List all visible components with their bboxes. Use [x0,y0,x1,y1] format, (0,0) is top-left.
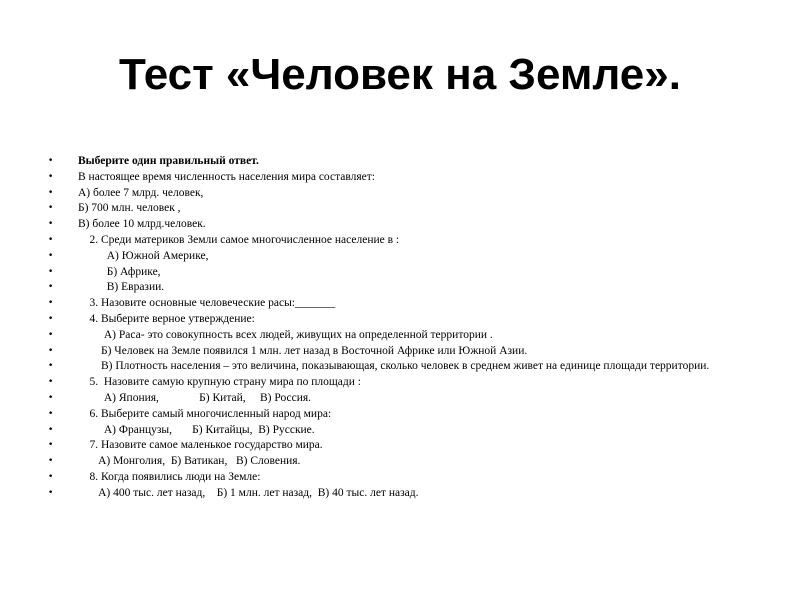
answer-text: Б) Африке, [78,265,161,278]
answer-text: В) Плотность населения – это величина, показывающая, сколько человек в среднем живет на единице площади территории. [78,360,710,373]
question-line [48,312,748,328]
answer-text: А) Монголия, Б) Ватикан, В) Словения. [78,455,301,468]
bullet-icon: • [48,345,54,356]
question-text: 7. Назовите самое маленькое государство мира. [78,439,323,452]
answer-line [48,201,748,217]
question-text: 6. Выберите самый многочисленный народ мира: [78,407,332,420]
bullet-icon: • [48,392,54,403]
slide-title: Тест «Человек на Земле». [119,50,681,99]
question-list [48,154,748,502]
question-text: 4. Выберите верное утверждение: [78,312,255,325]
question-line [48,438,748,454]
answer-line [48,391,748,407]
bullet-icon: • [48,487,54,498]
bullet-icon: • [48,456,54,467]
bullet-icon: • [48,171,54,182]
bullet-icon: • [48,361,54,372]
question-line [48,470,748,486]
question-text: 2. Среди материков Земли самое многочисленное население в : [78,233,400,246]
answer-text: А) Япония, Б) Китай, В) Россия. [78,391,312,404]
question-text: 8. Когда появились люди на Земле: [78,470,261,483]
bullet-icon: • [48,266,54,277]
bullet-icon: • [48,424,54,435]
answer-line [48,423,748,439]
bullet-icon: • [48,377,54,388]
answer-line [48,280,748,296]
answer-text: А) 400 тыс. лет назад, Б) 1 млн. лет назад, В) 40 тыс. лет назад. [78,486,419,499]
answer-text: В) Евразии. [78,281,165,294]
answer-line [48,454,748,470]
bullet-icon: • [48,250,54,261]
bullet-icon: • [48,329,54,340]
answer-text: А) Раса- это совокупность всех людей, живущих на определенной территории . [78,328,493,341]
bullet-icon: • [48,298,54,309]
bullet-icon: • [48,187,54,198]
question-text: В настоящее время численность населения мира составляет: [78,170,375,183]
answer-line [48,217,748,233]
answer-line [48,344,748,360]
answer-line [48,328,748,344]
answer-line [48,265,748,281]
bullet-icon: • [48,219,54,230]
answer-line [48,359,748,375]
question-text: 5. Назовите самую крупную страну мира по площади : [78,376,361,389]
bullet-icon: • [48,234,54,245]
bullet-icon: • [48,282,54,293]
answer-line [48,486,748,502]
bullet-icon: • [48,440,54,451]
bullet-icon: • [48,313,54,324]
answer-line [48,249,748,265]
answer-text: А) более 7 млрд. человек, [78,186,204,199]
question-line [48,296,748,312]
bullet-icon: • [48,408,54,419]
answer-text: А) Французы, Б) Китайцы, В) Русские. [78,423,315,436]
bullet-icon: • [48,471,54,482]
question-line [48,407,748,423]
question-line [48,170,748,186]
answer-text: Б) 700 млн. человек , [78,202,181,215]
instruction-text: Выберите один правильный ответ. [78,155,259,167]
instruction-line [48,154,748,170]
answer-line [48,186,748,202]
answer-text: А) Южной Америке, [78,249,209,262]
answer-text: В) более 10 млрд.человек. [78,218,206,231]
answer-text: Б) Человек на Земле появился 1 млн. лет назад в Восточной Африке или Южной Азии. [78,344,528,357]
question-text: 3. Назовите основные человеческие расы:_______ [78,297,336,310]
bullet-icon: • [48,203,54,214]
bullet-icon: • [48,156,54,166]
question-line [48,375,748,391]
question-line [48,233,748,249]
